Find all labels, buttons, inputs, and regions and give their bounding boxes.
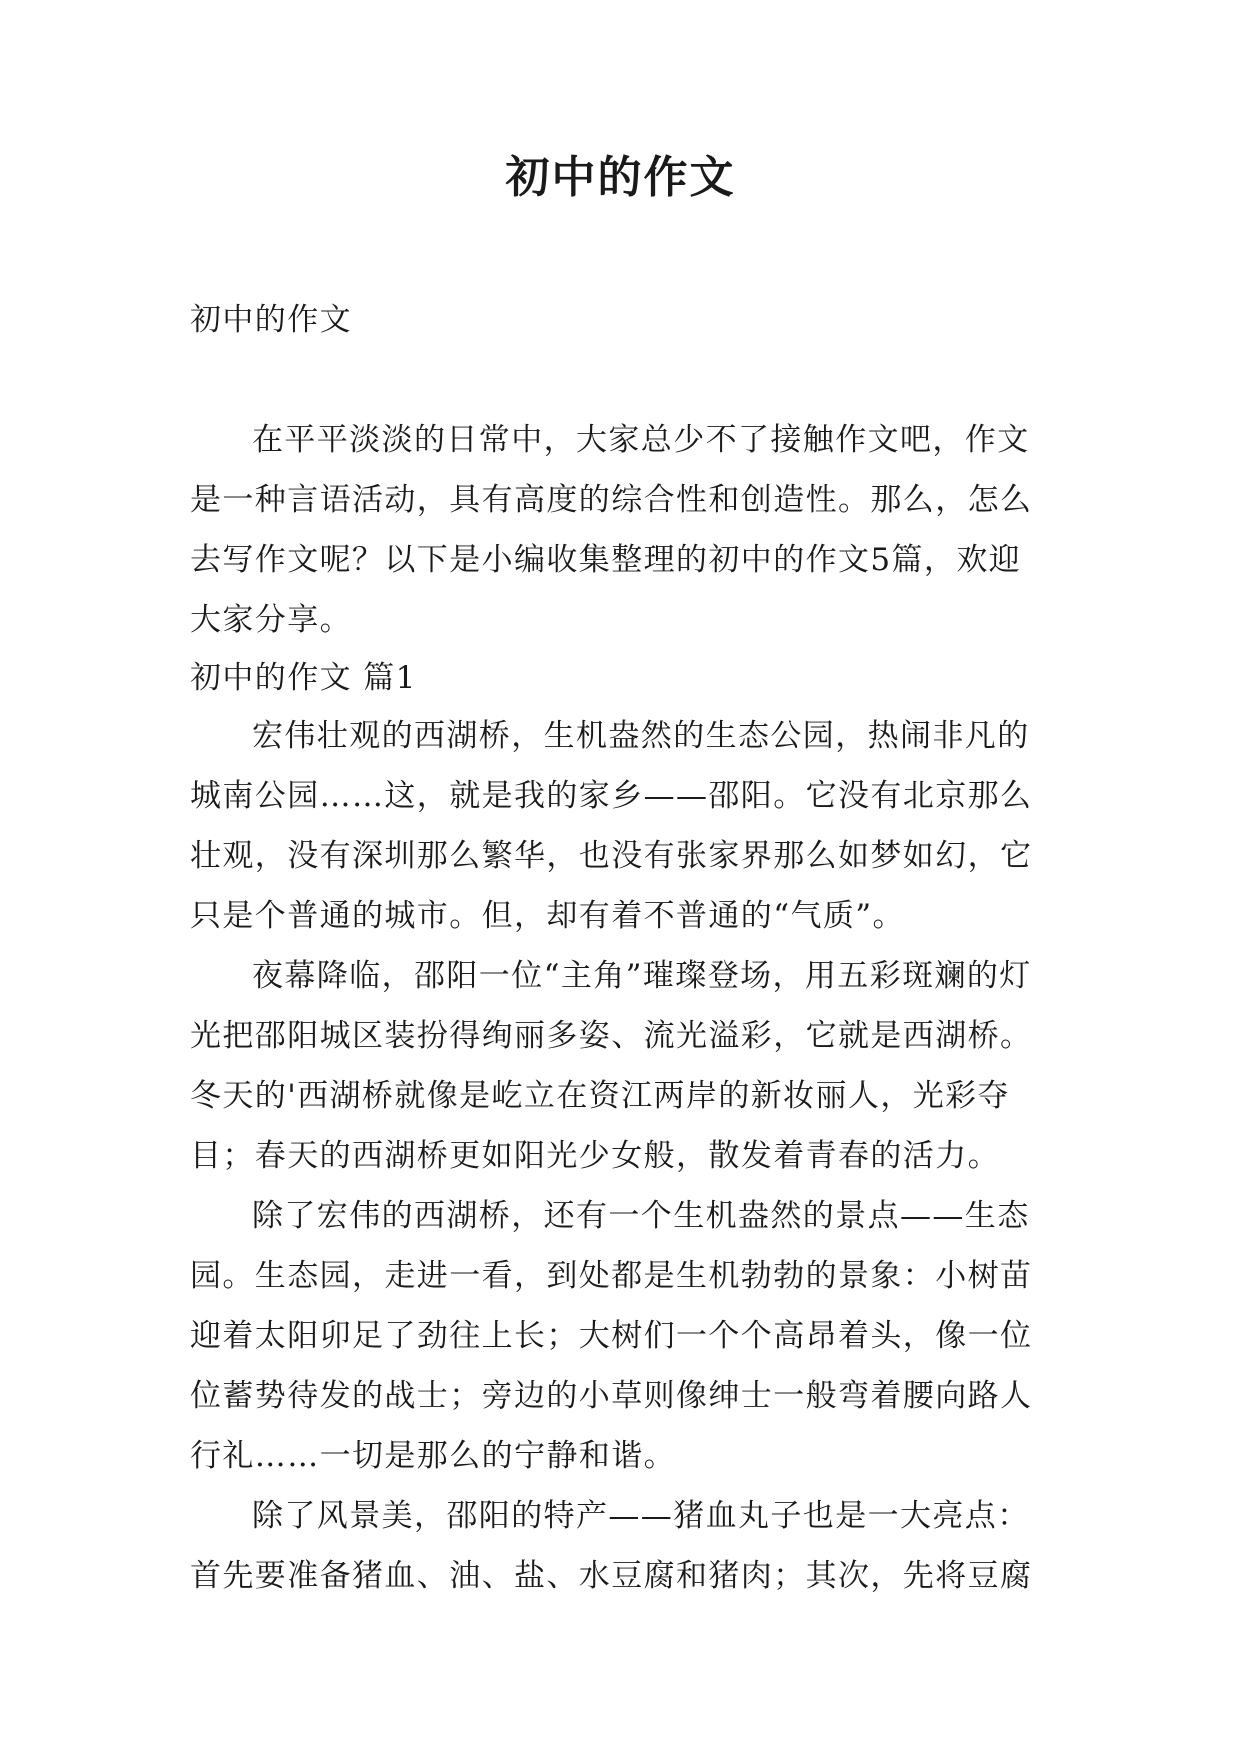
- body-paragraph: 夜幕降临，邵阳一位“主角”璀璨登场，用五彩斑斓的灯光把邵阳城区装扮得绚丽多姿、流光溢彩，它就是西湖桥。冬天的'西湖桥就像是屹立在资江两岸的新妆丽人，光彩夺目；春天的西湖桥更如阳光少女般，散发着青春的活力。: [190, 958, 1033, 1174]
- document-title: 初中的作文: [505, 152, 736, 203]
- document-body: [190, 290, 1050, 1606]
- body-paragraph: 宏伟壮观的西湖桥，生机盎然的生态公园，热闹非凡的城南公园……这，就是我的家乡——邵阳。它没有北京那么壮观，没有深圳那么繁华，也没有张家界那么如梦如幻，它只是个普通的城市。但，却有着不普通的“气质”。: [190, 718, 1033, 934]
- intro-paragraph: 在平平淡淡的日常中，大家总少不了接触作文吧，作文是一种言语活动，具有高度的综合性和创造性。那么，怎么去写作文呢？以下是小编收集整理的初中的作文5篇，欢迎大家分享。: [190, 422, 1033, 638]
- body-paragraph: 除了风景美，邵阳的特产——猪血丸子也是一大亮点：首先要准备猪血、油、盐、水豆腐和猪肉；其次，先将豆腐: [190, 1498, 1033, 1594]
- section-heading: 初中的作文 篇1: [190, 660, 417, 696]
- body-paragraph: 除了宏伟的西湖桥，还有一个生机盎然的景点——生态园。生态园，走进一看，到处都是生机勃勃的景象：小树苗迎着太阳卯足了劲往上长；大树们一个个高昂着头，像一位位蓄势待发的战士；旁边的小草则像绅士一般弯着腰向路人行礼……一切是那么的宁静和谐。: [190, 1198, 1033, 1474]
- document-subtitle: 初中的作文: [190, 302, 352, 338]
